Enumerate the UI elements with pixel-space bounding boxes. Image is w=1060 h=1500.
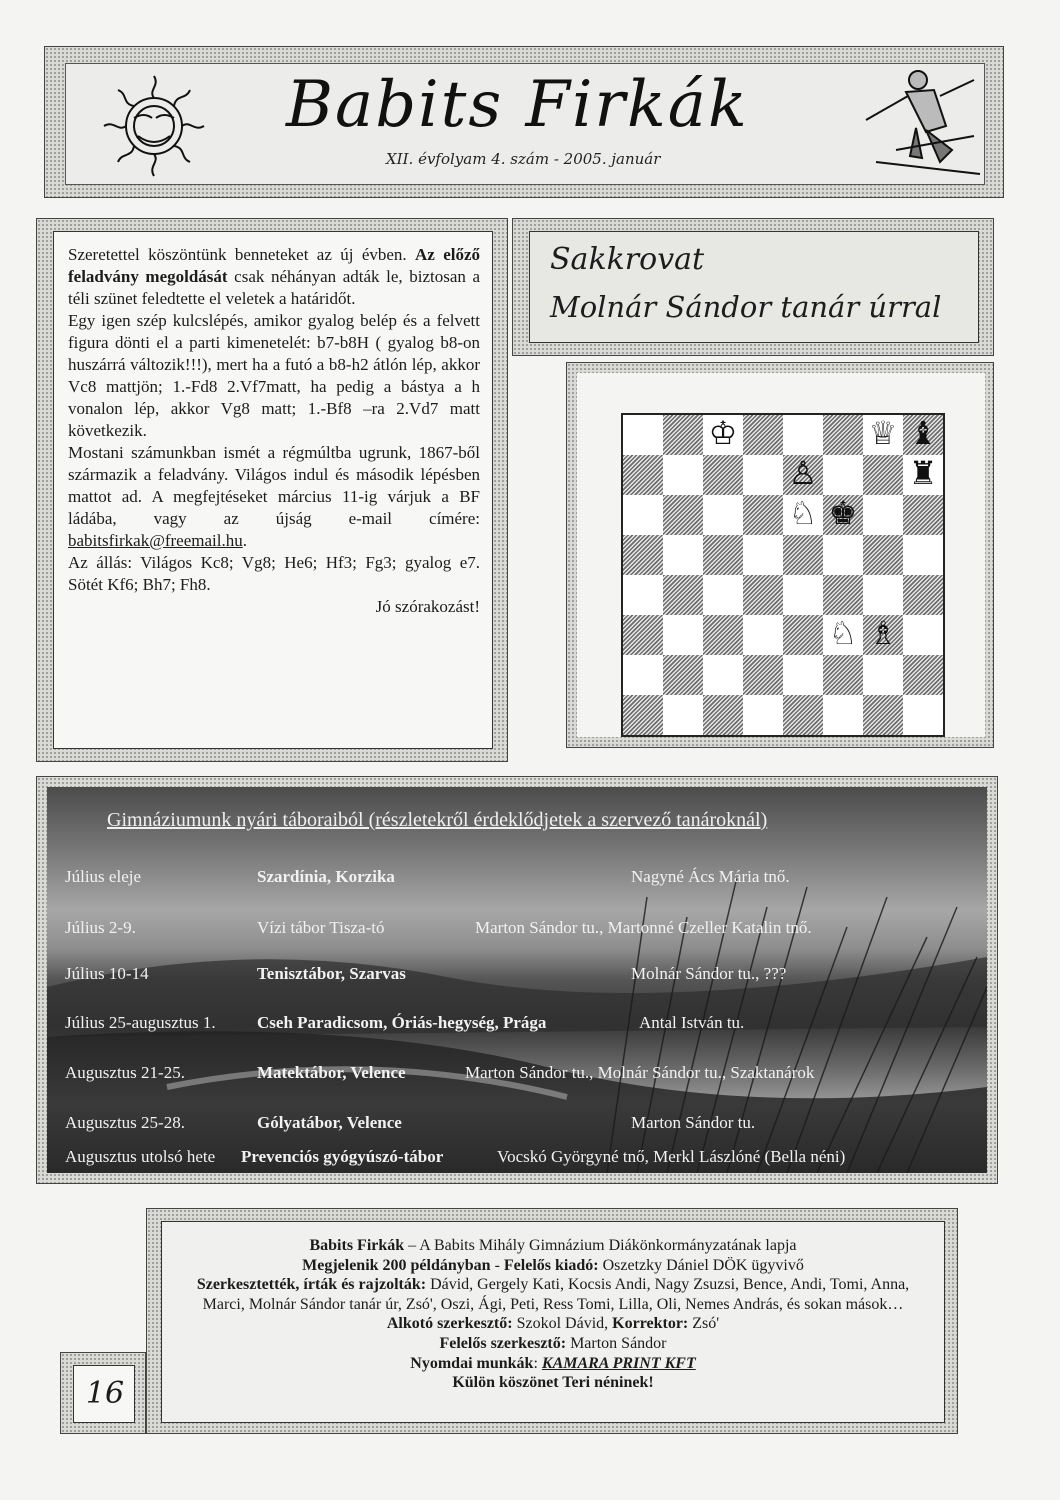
chess-board bbox=[621, 413, 945, 737]
proofreader: Zsó' bbox=[688, 1315, 720, 1333]
board-square-h1 bbox=[903, 695, 943, 735]
board-square-b7 bbox=[663, 455, 703, 495]
page-number: 16 bbox=[85, 1376, 125, 1411]
credits-line-4 bbox=[162, 1334, 944, 1354]
design-editor: Szokol Dávid, bbox=[512, 1315, 613, 1333]
previous-puzzle-heading: Az előző feladvány megoldását bbox=[68, 245, 481, 286]
credits-frame bbox=[146, 1208, 958, 1434]
board-square-f4 bbox=[823, 575, 863, 615]
design-editor-label: Alkotó szerkesztő: bbox=[386, 1315, 513, 1333]
board-square-h5 bbox=[903, 535, 943, 575]
article-paragraph-3 bbox=[68, 442, 480, 552]
skier-illustration-icon bbox=[856, 66, 986, 184]
publisher-label: Felelős kiadó: bbox=[503, 1256, 599, 1274]
publisher: Oszetzky Dániel DÖK ügyvivő bbox=[598, 1256, 804, 1274]
camps-background-photo bbox=[47, 787, 987, 1173]
article-text bbox=[68, 244, 480, 618]
board-square-a4 bbox=[623, 575, 663, 615]
camp-organizer: Antal István tu. bbox=[639, 1013, 745, 1032]
board-square-b6 bbox=[663, 495, 703, 535]
camp-date: Július 25-augusztus 1. bbox=[65, 1013, 216, 1032]
camp-date: Július 10-14 bbox=[65, 964, 149, 983]
board-square-e2 bbox=[783, 655, 823, 695]
camp-place: Matektábor, Velence bbox=[257, 1063, 406, 1082]
board-square-e8 bbox=[783, 415, 823, 455]
chess-column-title: Sakkrovat bbox=[550, 242, 705, 277]
masthead-inner bbox=[65, 63, 985, 185]
camp-place: Szardínia, Korzika bbox=[257, 867, 395, 886]
board-square-f5 bbox=[823, 535, 863, 575]
camp-date: Július 2-9. bbox=[65, 918, 136, 937]
chess-column-header bbox=[529, 231, 979, 343]
colon: : bbox=[533, 1354, 542, 1372]
camp-organizer: Molnár Sándor tu., ??? bbox=[631, 964, 787, 983]
signoff: Jó szórakozást! bbox=[375, 597, 480, 616]
board-square-a6 bbox=[623, 495, 663, 535]
board-square-h3 bbox=[903, 615, 943, 655]
board-square-g2 bbox=[863, 655, 903, 695]
masthead bbox=[44, 46, 1004, 198]
board-square-g1 bbox=[863, 695, 903, 735]
chess-board-panel bbox=[577, 373, 985, 737]
chess-column-subtitle: Molnár Sándor tanár úrral bbox=[550, 290, 942, 324]
issue-line: XII. évfolyam 4. szám - 2005. január bbox=[386, 150, 661, 168]
page-number-frame bbox=[60, 1352, 146, 1434]
editor: Marton Sándor bbox=[566, 1334, 667, 1352]
board-square-c4 bbox=[703, 575, 743, 615]
camp-organizer: Vocskó Györgyné tnő, Merkl Lászlóné (Bella néni) bbox=[497, 1147, 846, 1166]
paper-description: – A Babits Mihály Gimnázium Diákönkormányzatának lapja bbox=[404, 1237, 797, 1254]
article-paragraph-1 bbox=[68, 244, 480, 310]
board-square-f8 bbox=[823, 415, 863, 455]
board-square-e5 bbox=[783, 535, 823, 575]
print-run: Megjelenik 200 példányban bbox=[302, 1256, 491, 1274]
printing-label: Nyomdai munkák bbox=[410, 1354, 534, 1372]
board-square-b5 bbox=[663, 535, 703, 575]
board-square-d4 bbox=[743, 575, 783, 615]
credits-line-2 bbox=[162, 1256, 944, 1276]
camp-date: Július eleje bbox=[65, 867, 142, 886]
printer-name: KAMARA PRINT KFT bbox=[541, 1354, 696, 1372]
board-square-a7 bbox=[623, 455, 663, 495]
camp-place: Cseh Paradicsom, Óriás-hegység, Prága bbox=[257, 1013, 547, 1032]
chess-piece-h7: ♜ bbox=[908, 454, 938, 492]
camp-place: Prevenciós gyógyúszó-tábor bbox=[241, 1147, 444, 1166]
board-square-h6 bbox=[903, 495, 943, 535]
newspaper-title: Babits Firkák bbox=[286, 68, 749, 142]
chess-piece-f3: ♘ bbox=[828, 614, 858, 652]
contributors-label: Szerkesztették, írták és rajzolták: bbox=[196, 1276, 427, 1294]
article-paragraph-2: Egy igen szép kulcslépés, amikor gyalog belép és a felvett figura dönti el a parti kimenetelét: b7-b8H ( gyalog b8-on huszárrá változik!!!), mert ha a futó a b8-h2 átlón lép, akkor Vc8 mattjön; 1.-Fd8 2.Vf7matt, ha pedig a bástya a h vonalon lép, akkor Vg8 matt; 1.-Bf8 –ra 2.Vd7 matt következik. bbox=[68, 311, 480, 440]
reeds-landscape-illustration bbox=[47, 787, 987, 1173]
camp-organizer: Marton Sándor tu., Martonné Czeller Katalin tnő. bbox=[475, 918, 812, 937]
credits-line-3 bbox=[162, 1275, 944, 1334]
contributors: Dávid, Gergely Kati, Kocsis Andi, Nagy Zsuzsi, Bence, Andi, Tomi, Anna, Marci, Molnár Sándor tanár úr, Zsó', Oszi, Ági, Peti, Ress Tomi, Lilla, Oli, Nemes András, és sokan mások… bbox=[202, 1276, 910, 1313]
chess-piece-g3: ♗ bbox=[868, 614, 898, 652]
board-square-h4 bbox=[903, 575, 943, 615]
chess-piece-f6: ♚ bbox=[828, 494, 858, 532]
camp-organizer: Nagyné Ács Mária tnő. bbox=[631, 867, 790, 886]
board-square-g7 bbox=[863, 455, 903, 495]
article-paragraph-4: Az állás: Világos Kc8; Vg8; He6; Hf3; Fg3; gyalog e7. Sötét Kf6; Bh7; Fh8. bbox=[68, 553, 480, 594]
board-square-d8 bbox=[743, 415, 783, 455]
board-square-f2 bbox=[823, 655, 863, 695]
article-frame bbox=[36, 218, 508, 762]
board-square-d5 bbox=[743, 535, 783, 575]
camp-place: Vízi tábor Tisza-tó bbox=[257, 918, 385, 937]
board-square-a8 bbox=[623, 415, 663, 455]
camp-date: Augusztus 25-28. bbox=[65, 1113, 185, 1132]
board-square-d6 bbox=[743, 495, 783, 535]
board-square-b4 bbox=[663, 575, 703, 615]
new-puzzle-intro: Mostani számunkban ismét a régmúltba ugrunk, 1867-ből származik a feladvány. Világos indul és második lépésben mattot ad. A megfejtéseket március 11-ig várjuk a BF ládába, vagy az újság e-mail címére: bbox=[68, 443, 480, 528]
credits-line-5 bbox=[162, 1354, 944, 1374]
board-square-a2 bbox=[623, 655, 663, 695]
board-square-d2 bbox=[743, 655, 783, 695]
board-square-c5 bbox=[703, 535, 743, 575]
summer-camps-frame bbox=[36, 776, 998, 1184]
board-square-g4 bbox=[863, 575, 903, 615]
board-square-e1 bbox=[783, 695, 823, 735]
board-square-b1 bbox=[663, 695, 703, 735]
board-square-f7 bbox=[823, 455, 863, 495]
credits-box bbox=[161, 1221, 945, 1423]
credits-line-1 bbox=[162, 1236, 944, 1256]
camp-organizer: Marton Sándor tu., Molnár Sándor tu., Szaktanárok bbox=[465, 1063, 815, 1082]
board-square-c3 bbox=[703, 615, 743, 655]
editor-label: Felelős szerkesztő: bbox=[439, 1334, 567, 1352]
board-square-f1 bbox=[823, 695, 863, 735]
separator: - bbox=[490, 1256, 504, 1274]
board-square-c7 bbox=[703, 455, 743, 495]
board-square-g5 bbox=[863, 535, 903, 575]
chess-piece-h8: ♝ bbox=[908, 414, 938, 452]
board-square-b3 bbox=[663, 615, 703, 655]
board-square-d3 bbox=[743, 615, 783, 655]
board-square-b8 bbox=[663, 415, 703, 455]
board-square-h2 bbox=[903, 655, 943, 695]
chess-piece-e6: ♘ bbox=[788, 494, 818, 532]
page-number-box bbox=[73, 1365, 135, 1423]
board-square-e4 bbox=[783, 575, 823, 615]
credits-line-6 bbox=[162, 1373, 944, 1393]
board-square-a1 bbox=[623, 695, 663, 735]
previous-puzzle-note: csak néhányan adták le, biztosan a téli szünet feledtette el veletek a határidőt. bbox=[68, 267, 481, 308]
board-square-g6 bbox=[863, 495, 903, 535]
board-square-c2 bbox=[703, 655, 743, 695]
greeting: Szeretettel köszöntünk benneteket az új évben. bbox=[68, 245, 407, 264]
chess-piece-g8: ♕ bbox=[868, 414, 898, 452]
chess-board-frame bbox=[566, 362, 994, 748]
email-link[interactable]: babitsfirkak@freemail.hu bbox=[68, 531, 243, 550]
camp-date: Augusztus utolsó hete bbox=[65, 1147, 216, 1166]
camp-place: Tenisztábor, Szarvas bbox=[257, 964, 406, 983]
chess-piece-c8: ♔ bbox=[708, 414, 738, 452]
board-square-b2 bbox=[663, 655, 703, 695]
camps-heading: Gimnáziumunk nyári táboraiból (részletekről érdeklődjetek a szervező tanároknál) bbox=[107, 809, 768, 831]
board-square-d7 bbox=[743, 455, 783, 495]
paper-name: Babits Firkák bbox=[309, 1237, 405, 1254]
board-square-a3 bbox=[623, 615, 663, 655]
camp-date: Augusztus 21-25. bbox=[65, 1063, 185, 1082]
thanks-note: Külön köszönet Teri néninek! bbox=[452, 1374, 654, 1392]
board-square-c6 bbox=[703, 495, 743, 535]
sentence-end: . bbox=[242, 531, 247, 550]
board-square-c1 bbox=[703, 695, 743, 735]
chess-column-header-frame bbox=[512, 218, 994, 356]
sun-logo-icon bbox=[94, 68, 214, 184]
article-box bbox=[53, 231, 493, 749]
chess-piece-e7: ♙ bbox=[788, 454, 818, 492]
camp-place: Gólyatábor, Velence bbox=[257, 1113, 402, 1132]
board-square-e3 bbox=[783, 615, 823, 655]
board-square-a5 bbox=[623, 535, 663, 575]
camp-organizer: Marton Sándor tu. bbox=[631, 1113, 756, 1132]
proofreader-label: Korrektor: bbox=[612, 1315, 689, 1333]
board-square-d1 bbox=[743, 695, 783, 735]
